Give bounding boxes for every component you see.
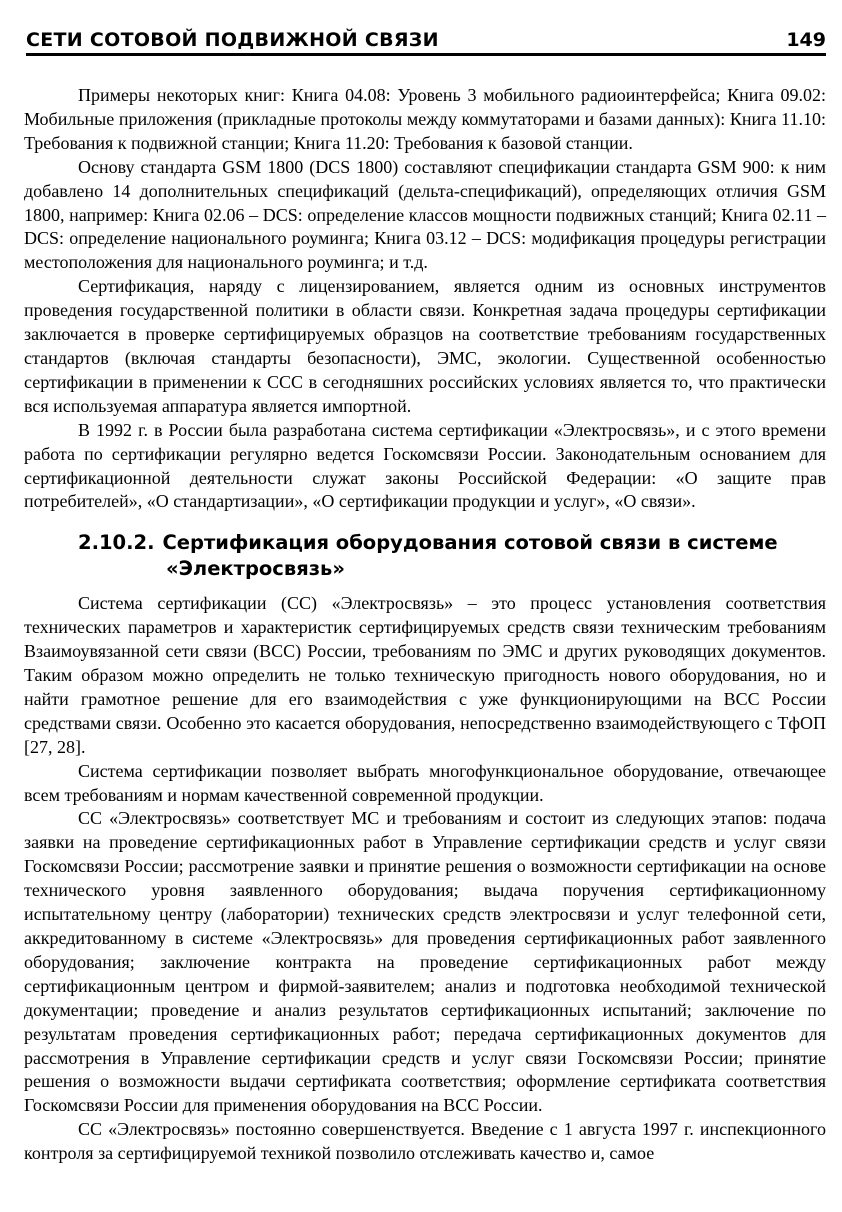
- section-number: 2.10.2.: [78, 531, 155, 555]
- paragraph: Примеры некоторых книг: Книга 04.08: Уровень 3 мобильного радиоинтерфейса; Книга 09.02: Мобильные приложения (прикладные протоколы между коммутаторами и базами данных): Книга 11.10: Требования к подвижной станции; Книга 11.20: Требования к базовой станции.: [24, 85, 826, 153]
- paragraph: СС «Электросвязь» постоянно совершенствуется. Введение с 1 августа 1997 г. инспекционного контроля за сертифицируемой техникой позволило отслеживать качество и, самое: [24, 1119, 826, 1164]
- page-number: 149: [786, 29, 826, 51]
- paragraph: В 1992 г. в России была разработана система сертификации «Электросвязь», и с этого времени работа по сертификации регулярно ведется Госкомсвязи России. Законодательным основанием для сертификационной деятельности служат законы Российской Федерации: «О защите прав потребителей», «О стандартизации», «О сертификации продукции и услуг», «О связи».: [24, 419, 826, 512]
- paragraph: Система сертификации позволяет выбрать многофункциональное оборудование, отвечающее всем требованиям и нормам качественной современной продукции.: [24, 760, 826, 805]
- running-header: [26, 22, 826, 56]
- paragraph: Основу стандарта GSM 1800 (DCS 1800) составляют спецификации стандарта GSM 900: к ним добавлено 14 дополнительных спецификаций (дельта-спецификаций), определяющих отличия GSM 1800, например: Книга 02.06 – DCS: определение классов мощности подвижных станций; Книга 02.11 – DCS: определение национального роуминга; Книга 03.12 – DCS: модификация процедуры регистрации местоположения для национального роуминга; и т.д.: [24, 156, 826, 273]
- paragraph: Сертификация, наряду с лицензированием, является одним из основных инструментов проведения государственной политики в области связи. Конкретная задача процедуры сертификации заключается в проверке сертифицируемых образцов на соответствие требованиям государственных стандартов (включая стандарты безопасности), ЭМС, экологии. Существенной особенностью сертификации в применении к ССС в сегодняшних российских условиях является то, что практически вся используемая аппаратура является импортной.: [24, 276, 826, 416]
- section-heading: [24, 530, 826, 582]
- running-header-title: СЕТИ СОТОВОЙ ПОДВИЖНОЙ СВЯЗИ: [26, 29, 439, 51]
- paragraph: Система сертификации (СС) «Электросвязь» – это процесс установления соответствия технических параметров и характеристик сертифицируемых средств связи техническим требованиям Взаимоувязанной сети связи (ВСС) России, требованиям по ЭМС и других руководящих документов. Таким образом можно определить не только техническую пригодность нового оборудования, но и найти грамотное решение для его взаимодействия с уже функционирующими на ВСС России средствами связи. Особенно это касается оборудования, непосредственно взаимодействующего с ТфОП [27, 28].: [24, 593, 826, 757]
- section-title-line1: Сертификация оборудования сотовой связи в системе: [162, 531, 778, 555]
- section-title-line2: «Электросвязь»: [166, 557, 345, 581]
- paragraph: СС «Электросвязь» соответствует МС и требованиям и состоит из следующих этапов: подача заявки на проведение сертификационных работ в Управление сертификации средств и услуг связи Госкомсвязи России; рассмотрение заявки и принятие решения о возможности сертификации на основе технического уровня заявленного оборудования; выдача поручения сертификационному испытательному центру (лаборатории) технических средств электросвязи и услуг телефонной сети, аккредитованному в системе «Электросвязь» для проведения сертификационных работ заявленного оборудования; заключение контракта на проведение сертификационных работ между сертификационным центром и фирмой-заявителем; анализ и подготовка необходимой технической документации; проведение и анализ результатов сертификационных испытаний; заключение по результатам проведения сертификационных работ; передача сертификационных документов для рассмотрения в Управление сертификации средств и услуг связи Госкомсвязи России; принятие решения о возможности выдачи сертификата соответствия; оформление сертификата соответствия Госкомсвязи России для применения оборудования на ВСС России.: [24, 808, 826, 1116]
- body-text: [24, 84, 826, 1166]
